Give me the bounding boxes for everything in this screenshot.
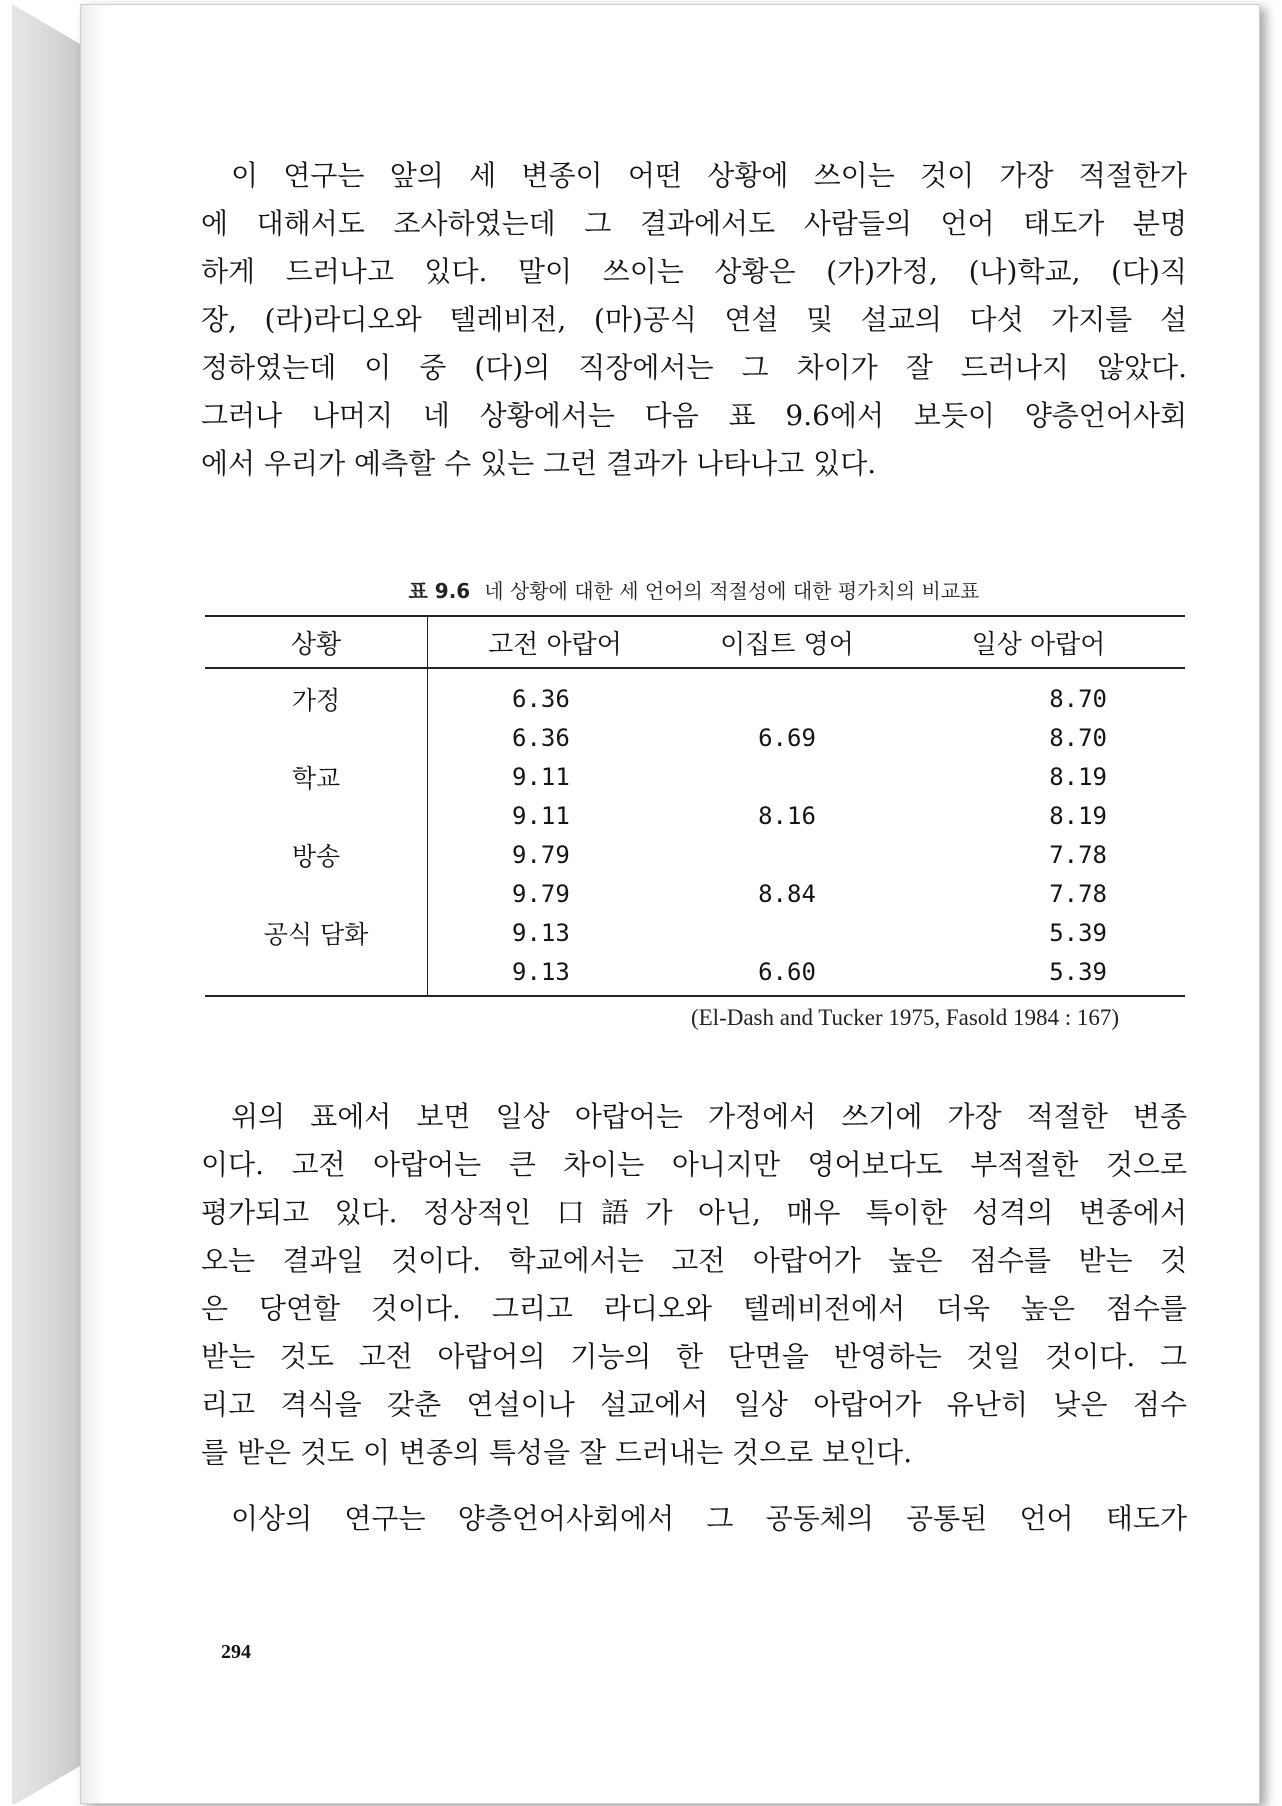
cell-egyptian-english: [682, 679, 892, 718]
cell-colloquial: 8.70: [1049, 684, 1107, 713]
text-line: 이다. 고전 아랍어는 큰 차이는 아니지만 영어보다도 부적절한 것으로: [201, 1148, 1187, 1181]
table-caption: [201, 575, 1187, 604]
cell-colloquial: 7.78: [1049, 879, 1107, 908]
page-number: 294: [221, 1641, 251, 1663]
cell-classical: 9.11: [512, 762, 570, 791]
text-line: 받는 것도 고전 아랍어의 기능의 한 단면을 반영하는 것일 것이다. 그: [201, 1340, 1187, 1373]
cell-situation: [205, 952, 428, 996]
cell-situation: 가정: [205, 679, 428, 718]
text-line: 정하였는데 이 중 (다)의 직장에서는 그 차이가 잘 드러나지 않았다.: [201, 351, 1187, 384]
cell-colloquial: 8.19: [1049, 762, 1107, 791]
cell-egyptian-english: 8.84: [758, 879, 816, 908]
paragraph-2: [201, 1093, 1187, 1477]
cell-classical: 9.11: [512, 801, 570, 830]
text-line: 평가되고 있다. 정상적인 口語가 아닌, 매우 특이한 성격의 변종에서: [201, 1196, 1187, 1229]
text-line: 장, (라)라디오와 텔레비전, (마)공식 연설 및 설교의 다섯 가지를 설: [201, 303, 1187, 336]
cell-situation: [205, 796, 428, 835]
paragraph-1: [201, 152, 1187, 488]
cell-egyptian-english: [682, 835, 892, 874]
text-line: 리고 격식을 갖춘 연설이나 설교에서 일상 아랍어가 유난히 낮은 점수: [201, 1388, 1187, 1421]
cell-classical: 9.79: [512, 879, 570, 908]
cell-egyptian-english: [682, 757, 892, 796]
cell-colloquial: 7.78: [1049, 840, 1107, 869]
spine-edge-top: [12, 4, 80, 44]
header-egyptian-english: 이집트 영어: [682, 616, 892, 668]
cell-colloquial: 5.39: [892, 952, 1185, 996]
text-line: 위의 표에서 보면 일상 아랍어는 가정에서 쓰기에 가장 적절한 변종: [231, 1100, 1187, 1133]
text-line: 이 연구는 앞의 세 변종이 어떤 상황에 쓰이는 것이 가장 적절한가: [231, 159, 1187, 192]
text-line: 그러나 나머지 네 상황에서는 다음 표 9.6에서 보듯이 양층언어사회: [201, 399, 1187, 432]
cell-colloquial: 8.19: [1049, 801, 1107, 830]
table-row: [205, 757, 1185, 796]
cell-situation: 학교: [205, 757, 428, 796]
text-line: 를 받은 것도 이 변종의 특성을 잘 드러내는 것으로 보인다.: [201, 1436, 913, 1469]
table-source: (El-Dash and Tucker 1975, Fasold 1984 : 167): [690, 1005, 1119, 1030]
header-colloquial-arabic: 일상 아랍어: [892, 616, 1185, 668]
spine-edge-bottom: [12, 1766, 80, 1806]
cell-classical: 9.79: [512, 840, 570, 869]
text-line: 에서 우리가 예측할 수 있는 그런 결과가 나타나고 있다.: [201, 447, 877, 480]
cell-classical: 6.36: [512, 723, 570, 752]
table-header-row: [205, 616, 1185, 668]
table-caption-label: 표 9.6: [408, 579, 471, 603]
cell-colloquial: 8.70: [1049, 723, 1107, 752]
cell-situation: 공식 담화: [205, 913, 428, 952]
table-row: [205, 679, 1185, 718]
cell-egyptian-english: 6.69: [758, 723, 816, 752]
text-line: 은 당연할 것이다. 그리고 라디오와 텔레비전에서 더욱 높은 점수를: [201, 1292, 1187, 1325]
cell-situation: [205, 874, 428, 913]
header-classical-arabic: 고전 아랍어: [428, 616, 683, 668]
table-row: [205, 796, 1185, 835]
cell-situation: 방송: [205, 835, 428, 874]
table-row: [205, 913, 1185, 952]
header-situation: 상황: [205, 616, 428, 668]
cell-egyptian-english: 6.60: [682, 952, 892, 996]
cell-classical: 9.13: [428, 952, 683, 996]
text-line: 이상의 연구는 양층언어사회에서 그 공동체의 공통된 언어 태도가: [231, 1502, 1187, 1535]
table-caption-text: 네 상황에 대한 세 언어의 적절성에 대한 평가치의 비교표: [484, 579, 980, 603]
text-line: 오는 결과일 것이다. 학교에서는 고전 아랍어가 높은 점수를 받는 것: [201, 1244, 1187, 1277]
cell-situation: [205, 718, 428, 757]
table-row: [205, 718, 1185, 757]
book-page: [80, 4, 1260, 1804]
book-spine: [12, 4, 80, 1804]
cell-egyptian-english: 8.16: [758, 801, 816, 830]
table-row: [205, 874, 1185, 913]
comparison-table: [205, 615, 1185, 997]
page-gutter-shade: [81, 5, 105, 1803]
table-row: [205, 835, 1185, 874]
cell-egyptian-english: [682, 913, 892, 952]
text-line: 하게 드러나고 있다. 말이 쓰이는 상황은 (가)가정, (나)학교, (다)직: [201, 255, 1187, 288]
paragraph-3: [201, 1495, 1187, 1543]
table-row: [205, 952, 1185, 996]
cell-colloquial: 5.39: [1049, 918, 1107, 947]
text-line: 에 대해서도 조사하였는데 그 결과에서도 사람들의 언어 태도가 분명: [201, 207, 1187, 240]
cell-classical: 9.13: [512, 918, 570, 947]
cell-classical: 6.36: [512, 684, 570, 713]
